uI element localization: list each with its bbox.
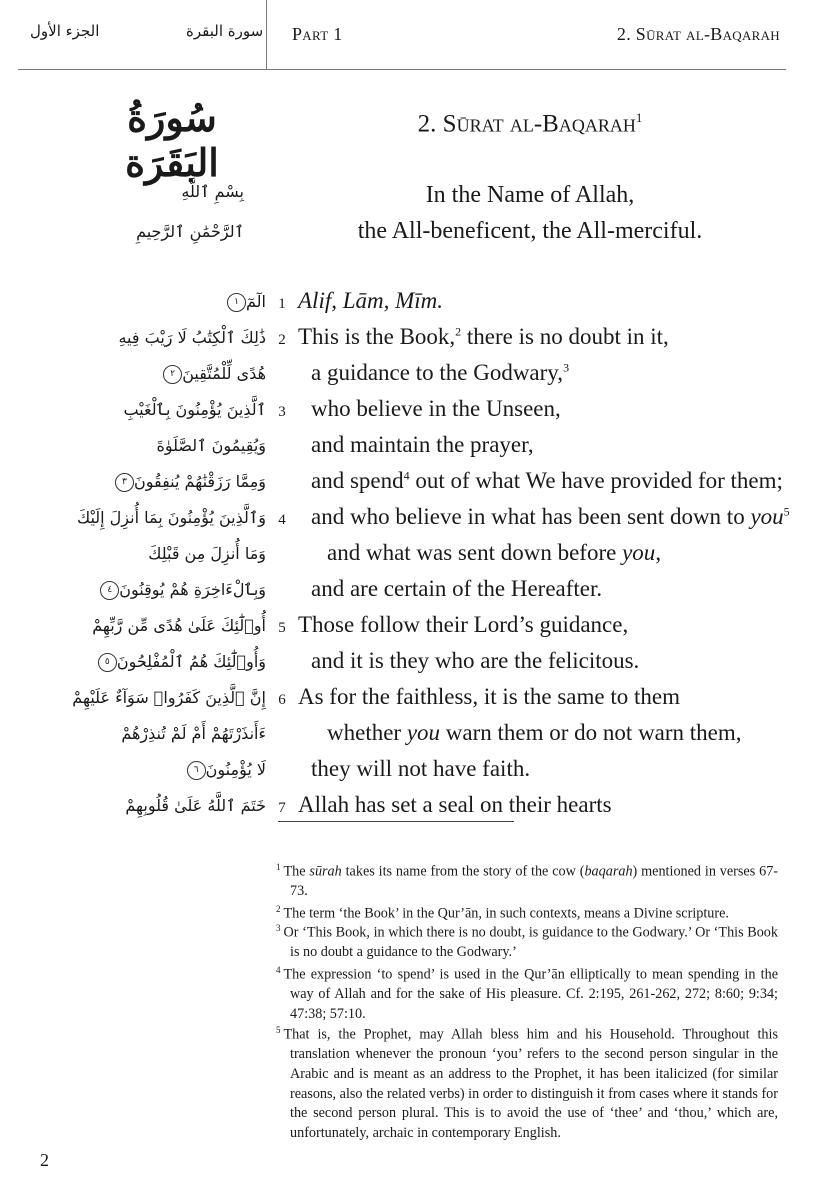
footnote-ref: 4 [403, 468, 410, 483]
verse-arabic: ٱلَّذِينَ يُؤْمِنُونَ بِٱلْغَيْبِ [123, 400, 266, 419]
verse-text: who believe in the Unseen, [311, 396, 561, 421]
footnote-number: 2 [276, 904, 281, 914]
footnote-text: The expression ‘to spend’ is used in the Qur’ān elliptically to mean spending in the way of Allah and for the sake of His pleasure. Cf. 2:195, 261-262, 272; 8:60; 9:34; 47:38; 57:10. [283, 966, 778, 1022]
verse-text: and maintain the prayer, [311, 432, 534, 457]
arabic-text: هُدًى لِّلْمُتَّقِينَ [182, 364, 266, 383]
verse-text [327, 720, 742, 746]
header-rule-right [266, 69, 786, 70]
verse-text-part: out of what We have provided for them; [409, 468, 783, 493]
verse-text [311, 504, 790, 530]
footnote-number: 5 [276, 1025, 281, 1035]
footnote-number: 4 [276, 965, 281, 975]
verse-text-part: , [655, 540, 662, 565]
verse-text-emphasis: you [750, 504, 784, 529]
verse-text [298, 324, 669, 350]
basmala-line-2: the All-beneficent, the All-merciful. [357, 218, 703, 244]
ayah-end-mark: ١ [227, 293, 246, 312]
footnote-emphasis: sūrah [309, 863, 342, 880]
verse-text-part: a guidance to the Godwary, [311, 360, 564, 385]
verse-text: As for the faithless, it is the same to them [298, 684, 680, 709]
footnote-emphasis: baqarah [584, 863, 633, 880]
verse-text [327, 540, 661, 566]
verse-number: 1 [278, 296, 286, 312]
footnote-text: ) mentioned in verses 67-73. [290, 863, 779, 900]
verse-arabic: خَتَمَ ٱللَّهُ عَلَىٰ قُلُوبِهِمْ [125, 796, 266, 815]
verse-arabic [94, 652, 266, 672]
surah-title-text: 2. Sūrat al-Baqarah [417, 110, 636, 138]
verse-arabic [111, 472, 266, 492]
verse-number: 5 [278, 620, 286, 636]
verse-text: and are certain of the Hereafter. [311, 576, 603, 601]
basmala-arabic-line-1: بِسْمِ ٱللَّهِ [181, 182, 244, 201]
verse-text: and it is they who are the felicitous. [311, 648, 640, 673]
verse-text [311, 360, 569, 386]
arabic-text: لَا يُؤْمِنُونَ [205, 760, 266, 779]
verse-text-part: there is no doubt in it, [461, 324, 669, 349]
footnote-3 [276, 919, 778, 963]
footnote-number: 1 [276, 862, 281, 872]
footnote-text: The [283, 863, 310, 880]
verse-text: Alif, Lām, Mīm. [298, 288, 444, 313]
header-rule-left [18, 69, 266, 70]
footnote-ref: 1 [635, 110, 643, 125]
surah-title-arabic: سُورَةُ البَقَرَة [125, 98, 219, 185]
arabic-text: وَبِٱلْءَاخِرَةِ هُمْ يُوقِنُونَ [119, 580, 266, 599]
footnote-separator [278, 821, 514, 822]
verse-number: 7 [278, 800, 286, 816]
verse-text-part: and spend [311, 468, 404, 493]
verse-arabic [183, 760, 266, 780]
verse-number: 4 [278, 512, 286, 528]
footnote-5 [276, 1021, 778, 1143]
verse-text-emphasis: you [622, 540, 656, 565]
verse-text: Those follow their Lord’s guidance, [298, 612, 629, 637]
footnote-text: That is, the Prophet, may Allah bless him and his Household. Throughout this translation whenever the pronoun ‘you’ refers to the second person singular in the Arabic and is meant as an address to the Prophet, it has been italicized (for similar reasons, also the related verbs) in order to distinguish it from cases where it stands for the second person plural. This is to avoid the use of ‘thee’ and ‘thou,’ which are, unfortunately, archaic in contemporary English. [283, 1026, 778, 1141]
footnote-ref: 3 [563, 360, 570, 375]
verse-arabic: ذَٰلِكَ ٱلْكِتَٰبُ لَا رَيْبَ فِيهِ [118, 328, 266, 347]
verse-text-emphasis: you [406, 720, 441, 745]
verse-arabic: أُو۟لَٰٓئِكَ عَلَىٰ هُدًى مِّن رَّبِّهِمْ [92, 616, 266, 635]
footnote-text: Or ‘This Book, in which there is no doubt, is guidance to the Godwary.’ Or ‘This Book is no doubt a guidance to the Godwary.’ [283, 924, 778, 961]
verse-number: 3 [278, 404, 286, 420]
page-number: 2 [40, 1150, 49, 1170]
header-part: Part 1 [292, 24, 343, 44]
verse-text-part: This is the Book, [298, 324, 456, 349]
ayah-end-mark: ٤ [100, 581, 119, 600]
footnote-text: The term ‘the Book’ in the Qur’ān, in such contexts, means a Divine scripture. [283, 905, 729, 922]
verse-text [311, 468, 783, 494]
footnote-ref: 2 [455, 324, 462, 339]
verse-text: they will not have faith. [311, 756, 531, 781]
verse-text-part: warn them or do not warn them, [440, 720, 742, 745]
header-divider [266, 0, 267, 69]
surah-title [290, 110, 770, 138]
footnote-ref: 5 [783, 504, 790, 519]
ayah-end-mark: ٢ [163, 365, 182, 384]
verse-text-part: and who believe in what has been sent down to [311, 504, 751, 529]
ayah-end-mark: ٣ [115, 473, 134, 492]
basmala-line-1: In the Name of Allah, [425, 182, 635, 208]
arabic-text: الٓمٓ [246, 292, 266, 311]
footnote-4 [276, 961, 778, 1025]
verse-text: Allah has set a seal on their hearts [298, 792, 612, 817]
verse-arabic [223, 292, 266, 312]
verse-text-part: and what was sent down before [327, 540, 623, 565]
verse-number: 2 [278, 332, 286, 348]
verse-arabic: إِنَّ ٱلَّذِينَ كَفَرُوا۟ سَوَآءٌ عَلَيْهِمْ [72, 688, 266, 707]
footnote-number: 3 [276, 923, 281, 933]
basmala-arabic-line-2: ٱلرَّحْمَٰنِ ٱلرَّحِيمِ [136, 222, 244, 241]
header-surah: 2. Sūrat al-Baqarah [616, 24, 780, 44]
verse-arabic: وَيُقِيمُونَ ٱلصَّلَوٰةَ [156, 436, 266, 455]
verse-arabic: وَٱلَّذِينَ يُؤْمِنُونَ بِمَا أُنزِلَ إِلَيْكَ [76, 508, 266, 527]
verse-arabic: وَمَا أُنزِلَ مِن قَبْلِكَ [148, 544, 266, 563]
verse-text-part: whether [327, 720, 407, 745]
verse-arabic [96, 580, 266, 600]
header-arabic-part: الجزء الأول [30, 22, 100, 40]
footnote-1 [276, 858, 778, 902]
arabic-text: وَمِمَّا رَزَقْنَٰهُمْ يُنفِقُونَ [133, 472, 266, 491]
verse-arabic: ءَأَنذَرْتَهُمْ أَمْ لَمْ تُنذِرْهُمْ [121, 724, 266, 743]
arabic-text: وَأُو۟لَٰٓئِكَ هُمُ ٱلْمُفْلِحُونَ [116, 652, 266, 671]
verse-arabic [159, 364, 266, 384]
ayah-end-mark: ٦ [187, 761, 206, 780]
verse-number: 6 [278, 692, 286, 708]
ayah-end-mark: ٥ [98, 653, 117, 672]
footnote-text: takes its name from the story of the cow ( [341, 863, 585, 880]
header-arabic-surah: سورة البقرة [186, 22, 264, 40]
